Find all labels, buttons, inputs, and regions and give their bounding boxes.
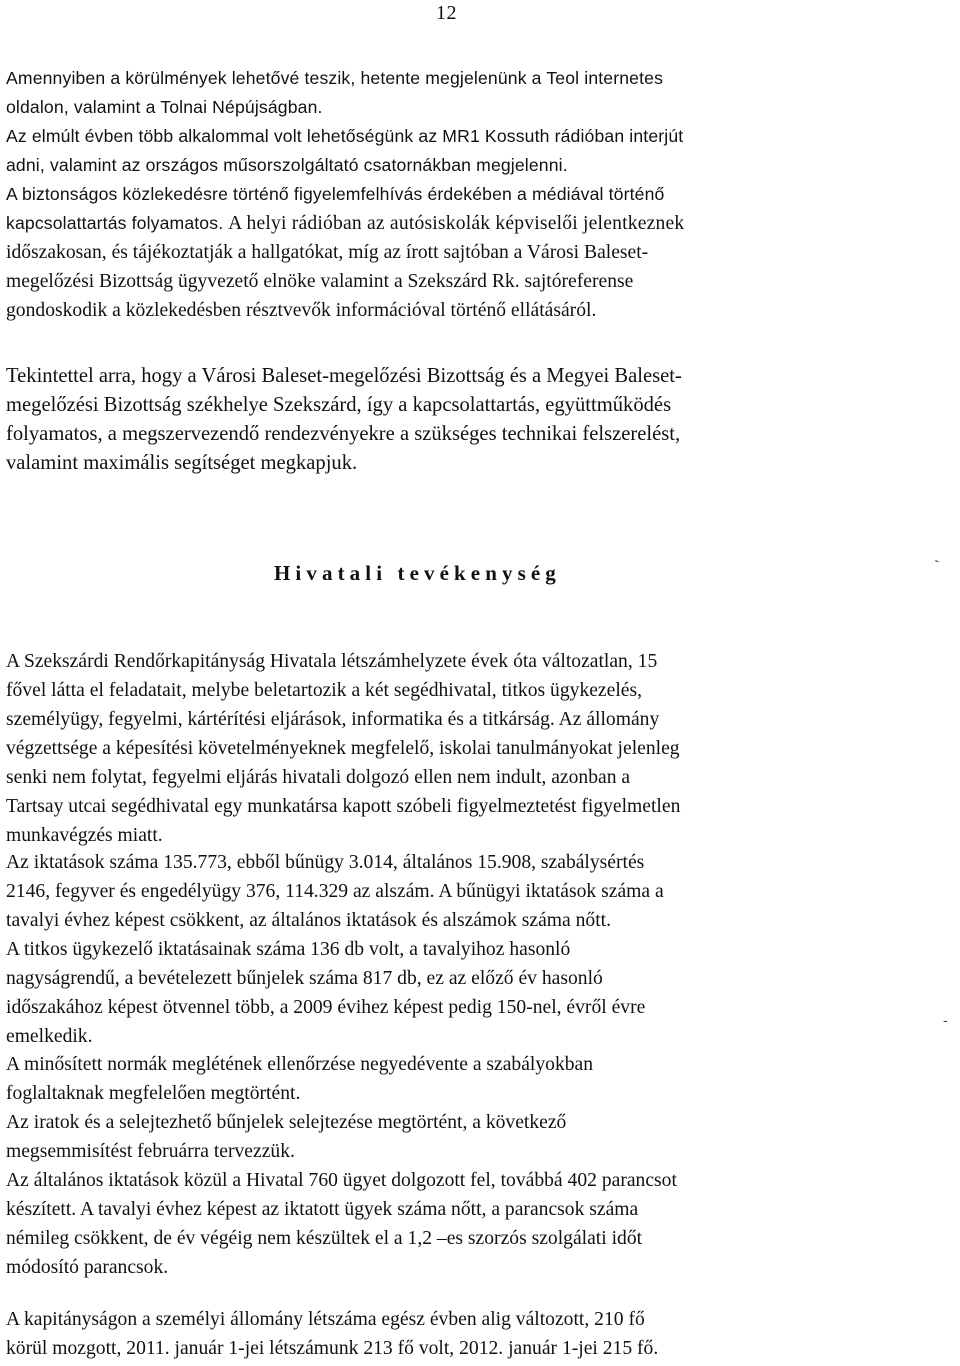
paragraph-registrations [6, 848, 882, 935]
paragraph-cooperation [6, 362, 882, 478]
text-line: Az iratok és a selejtezhető bűnjelek selejtezése megtörtént, a következő [6, 1112, 567, 1133]
paragraph-office-staff [6, 647, 882, 850]
paragraph-disposal [6, 1108, 882, 1166]
text-line: A kapitányságon a személyi állomány létszáma egész évben alig változott, 210 fő [6, 1309, 645, 1330]
paragraph-secret-records [6, 935, 882, 1051]
text-line: 2146, fegyver és engedélyügy 376, 114.329 az alszám. A bűnügyi iktatások száma a [6, 881, 664, 902]
text-line: körül mozgott, 2011. január 1-jei létszámunk 213 fő volt, 2012. január 1-jei 215 fő. [6, 1338, 659, 1359]
paragraph-orders [6, 1166, 882, 1282]
text-line: folyamatos, a megszervezendő rendezvényekre a szükséges technikai felszerelést, [6, 423, 681, 445]
text-line: Tekintettel arra, hogy a Városi Baleset-megelőzési Bizottság és a Megyei Baleset- [6, 365, 682, 387]
text-fragment: kapcsolattartás folyamatos. [6, 213, 224, 233]
paragraph-headcount [6, 1305, 882, 1363]
text-line: valamint maximális segítséget megkapjuk. [6, 452, 358, 474]
text-line: A minősített normák meglétének ellenőrzése negyedévente a szabályokban [6, 1054, 594, 1075]
text-line: némileg csökkent, de év végéig nem készültek el a 1,2 –es szorzós szolgálati időt [6, 1228, 643, 1249]
section-title: Hivatali tevékenység [274, 561, 561, 585]
text-line: Tartsay utcai segédhivatal egy munkatársa kapott szóbeli figyelmeztetést figyelmetlen [6, 796, 681, 817]
text-line: Az elmúlt évben több alkalommal volt lehetőségünk az MR1 Kossuth rádióban interjút [6, 126, 684, 146]
text-line: tavalyi évhez képest csökkent, az általános iktatások és alszámok száma nőtt. [6, 910, 612, 931]
paragraph-classified-norms [6, 1050, 882, 1108]
text-line: végzettsége a képesítési követelményeknek megfelelő, iskolai tanulmányokat jelenleg [6, 738, 680, 759]
margin-mark: - [932, 551, 943, 569]
text-line: Amennyiben a körülmények lehetővé teszik, hetente megjelenünk a Teol internetes [6, 68, 664, 88]
text-line: A Szekszárdi Rendőrkapitányság Hivatala létszámhelyzete évek óta változatlan, 15 [6, 651, 658, 672]
text-line: oldalon, valamint a Tolnai Népújságban. [6, 97, 323, 117]
text-line: időszakosan, és tájékoztatják a hallgatókat, míg az írott sajtóban a Városi Baleset- [6, 242, 649, 263]
text-line: időszakához képest ötvennel több, a 2009 évihez képest pedig 150-nel, évről évre [6, 997, 646, 1018]
text-line: készített. A tavalyi évhez képest az iktatott ügyek száma nőtt, a parancsok száma [6, 1199, 639, 1220]
text-line: fővel látta el feladatait, melybe beletartozik a két segédhivatal, titkos ügykezelés, [6, 680, 642, 701]
text-line: nagyságrendű, a bevételezett bűnjelek száma 817 db, ez az előző év hasonló [6, 968, 603, 989]
text-line: megsemmisítést februárra tervezzük. [6, 1141, 295, 1162]
text-line: emelkedik. [6, 1026, 93, 1047]
mixed-line [6, 209, 882, 238]
margin-mark: - [943, 1012, 948, 1028]
text-line: módosító parancsok. [6, 1257, 169, 1278]
text-line: A titkos ügykezelő iktatásainak száma 136 db volt, a tavalyihoz hasonló [6, 939, 571, 960]
text-fragment: A helyi rádióban az autósiskolák képviselői jelentkeznek [228, 213, 685, 234]
text-line: megelőzési Bizottság székhelye Szekszárd, így a kapcsolattartás, együttműködés [6, 394, 672, 416]
text-line: Az iktatások száma 135.773, ebből bűnügy 3.014, általános 15.908, szabálysértés [6, 852, 645, 873]
page-number: 12 [436, 2, 457, 24]
text-line: Az általános iktatások közül a Hivatal 760 ügyet dolgozott fel, továbbá 402 parancsot [6, 1170, 677, 1191]
text-line: adni, valamint az országos műsorszolgáltató csatornákban megjelenni. [6, 155, 568, 175]
text-line: foglaltaknak megfelelően megtörtént. [6, 1083, 301, 1104]
text-line: A biztonságos közlekedésre történő figyelemfelhívás érdekében a médiával történő [6, 184, 665, 204]
text-line: személyügy, fegyelmi, kártérítési eljárások, informatika és a titkárság. Az állomány [6, 709, 660, 730]
text-line: megelőzési Bizottság ügyvezető elnöke valamint a Szekszárd Rk. sajtóreferense [6, 271, 634, 292]
paragraph-media-presence [6, 64, 882, 209]
text-line: munkavégzés miatt. [6, 825, 163, 846]
text-line: senki nem folytat, fegyelmi eljárás hivatali dolgozó ellen nem indult, azonban a [6, 767, 631, 788]
paragraph-local-radio [6, 238, 882, 325]
text-line: gondoskodik a közlekedésben résztvevők információval történő ellátásáról. [6, 300, 597, 321]
